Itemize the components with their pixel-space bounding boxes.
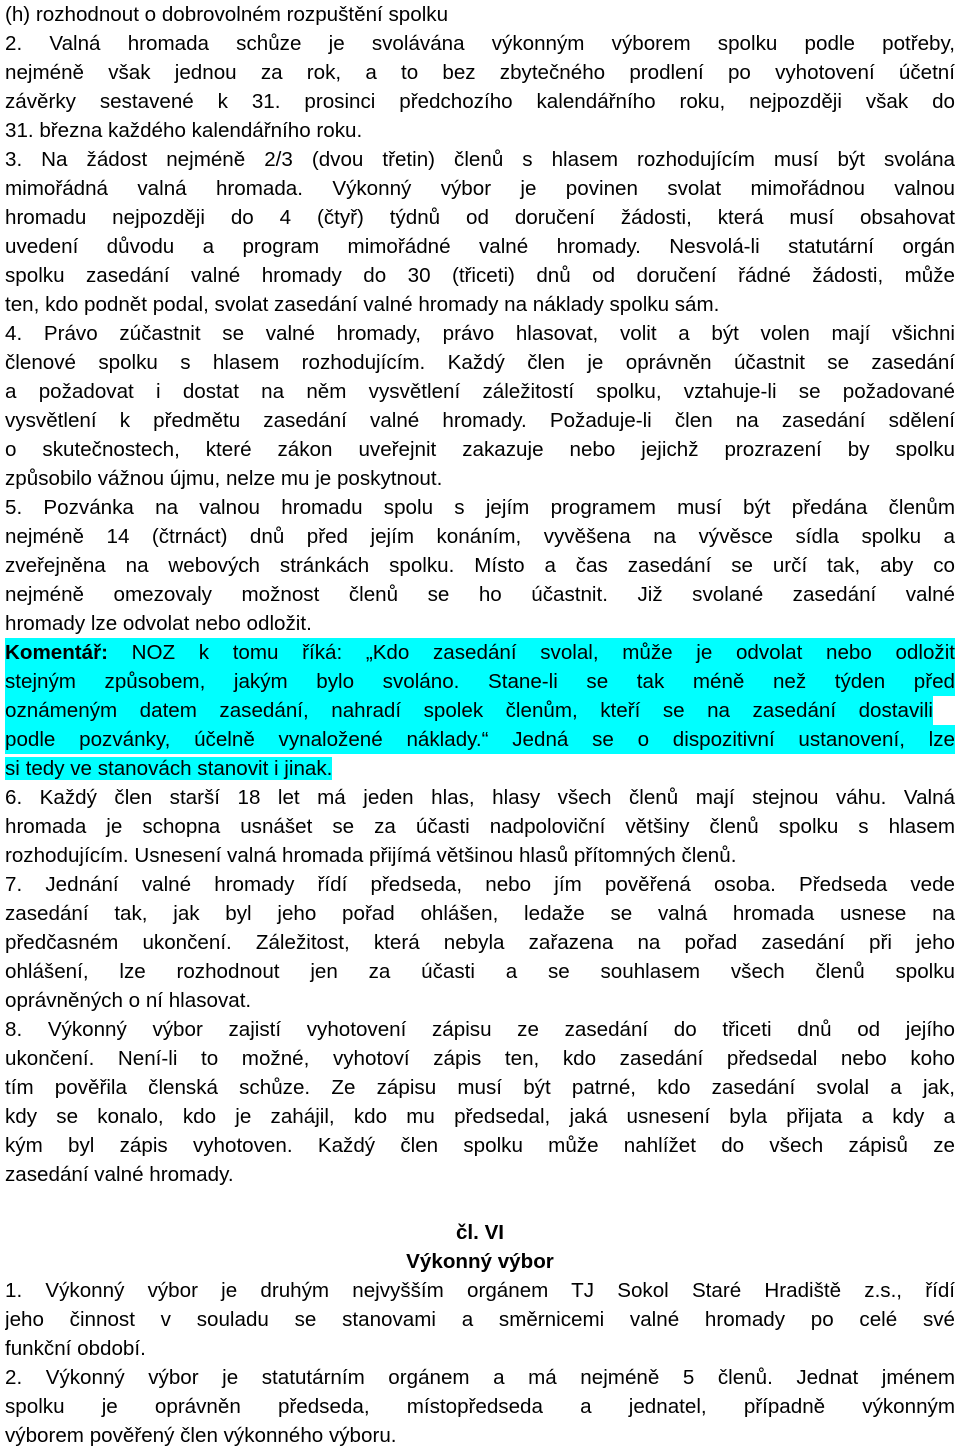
text-line: zasedání tak, jak byl jeho pořad ohlášen, ledaže se valná hromada usnese na: [5, 902, 955, 925]
text-line: kým byl zápis vyhotoven. Každý člen spolku může nahlížet do všech zápisů ze: [5, 1134, 955, 1157]
comment-line: stejným způsobem, jakým bylo svoláno. Stane-li se tak méně než týden před: [5, 667, 955, 696]
text-line: nejméně 14 (čtrnáct) dnů před jejím konáním, vyvěšena na vývěsce sídla spolku a: [5, 525, 955, 548]
text-line: způsobilo vážnou újmu, nelze mu je poskytnout.: [5, 467, 443, 490]
text-line: o skutečnostech, které zákon uveřejnit zakazuje nebo jejichž prozrazení by spolku: [5, 438, 955, 461]
text-line: hromada je schopna usnášet se za účasti nadpoloviční většiny členů spolku s hlasem: [5, 815, 955, 838]
text-line: zveřejněna na webových stránkách spolku. Místo a čas zasedání se určí tak, aby co: [5, 554, 955, 577]
text-line: 3. Na žádost nejméně 2/3 (dvou třetin) členů s hlasem rozhodujícím musí být svolána: [5, 148, 955, 171]
text-line: zasedání valné hromady.: [5, 1163, 234, 1186]
bottom-paragraphs: [5, 1276, 955, 1450]
text-line: rozhodujícím. Usnesení valná hromada přijímá většinou hlasů přítomných členů.: [5, 844, 737, 867]
text-line: spolku je oprávněn předseda, místopředseda a jednatel, případně výkonným: [5, 1395, 955, 1418]
comment-line: podle pozvánky, účelně vynaložené náklady.“ Jedná se o dispozitivní ustanovení, lze: [5, 725, 955, 754]
section-number: čl. VI: [455, 1221, 505, 1244]
text-line: hromadu nejpozději do 4 (čtyř) týdnů od doručení žádosti, která musí obsahovat: [5, 206, 955, 229]
document-page: [5, 0, 955, 1450]
text-line: předčasném ukončení. Záležitost, která nebyla zařazena na pořad zasedání při jeho: [5, 931, 955, 954]
text-line: nejméně však jednou za rok, a to bez zbytečného prodlení po vyhotovení účetní: [5, 61, 955, 84]
comment-text: NOZ k tomu říká: „Kdo zasedání svolal, může je odvolat nebo odložit: [107, 641, 955, 664]
text-line: ukončení. Není-li to možné, vyhotoví zápis ten, kdo zasedání předsedal nebo koho: [5, 1047, 955, 1070]
comment-line: oznámeným datem zasedání, nahradí spolek členům, kteří se na zasedání dostavili: [5, 696, 933, 725]
comment-line: [5, 754, 955, 783]
text-line: jeho činnost v souladu se stanovami a směrnicemi valné hromady po celé své: [5, 1308, 955, 1331]
highlighted-comment: [5, 638, 955, 783]
text-line: 7. Jednání valné hromady řídí předseda, nebo jím pověřená osoba. Předseda vede: [5, 873, 955, 896]
text-line: ohlášení, lze rozhodnout jen za účasti a se souhlasem všech členů spolku: [5, 960, 955, 983]
text-line: (h) rozhodnout o dobrovolném rozpuštění spolku: [5, 3, 449, 26]
text-line: závěrky sestavené k 31. prosinci předchozího kalendářního roku, nejpozději však do: [5, 90, 955, 113]
text-line: výborem pověřený člen výkonného výboru.: [5, 1424, 397, 1447]
text-line: funkční období.: [5, 1337, 146, 1360]
comment-line: [5, 638, 955, 667]
text-line: tím pověřila členská schůze. Ze zápisu musí být patrné, kdo zasedání svolal a jak,: [5, 1076, 955, 1099]
text-line: a požadovat i dostat na něm vysvětlení záležitostí spolku, vztahuje-li se požadované: [5, 380, 955, 403]
text-line: kdy se konalo, kdo je zahájil, kdo mu předsedal, jaká usnesení byla přijata a kdy a: [5, 1105, 955, 1128]
comment-label: Komentář:: [5, 641, 108, 664]
spacer: [5, 1189, 955, 1218]
text-line: vysvětlení k předmětu zasedání valné hromady. Požaduje-li člen na zasedání sdělení: [5, 409, 955, 432]
text-line: spolku zasedání valné hromady do 30 (třiceti) dnů od doručení řádné žádosti, může: [5, 264, 955, 287]
text-line: uvedení důvodu a program mimořádné valné hromady. Nesvolá-li statutární orgán: [5, 235, 955, 258]
text-line: hromady lze odvolat nebo odložit.: [5, 612, 312, 635]
mid-paragraphs: [5, 783, 955, 1189]
text-line: členové spolku s hlasem rozhodujícím. Každý člen je oprávněn účastnit se zasedání: [5, 351, 955, 374]
text-line: 2. Valná hromada schůze je svolávána výkonným výborem spolku podle potřeby,: [5, 32, 955, 55]
text-line: nejméně omezovaly možnost členů se ho účastnit. Již svolané zasedání valné: [5, 583, 955, 606]
text-line: oprávněných o ní hlasovat.: [5, 989, 252, 1012]
comment-text: si tedy ve stanovách stanovit i jinak.: [5, 757, 333, 780]
text-line: 4. Právo zúčastnit se valné hromady, právo hlasovat, volit a být volen mají všichni: [5, 322, 955, 345]
text-line: 31. března každého kalendářního roku.: [5, 119, 363, 142]
section-title: Výkonný výbor: [406, 1250, 554, 1273]
top-paragraphs: [5, 0, 955, 638]
text-line: 6. Každý člen starší 18 let má jeden hlas, hlasy všech členů mají stejnou váhu. Valná: [5, 786, 955, 809]
text-line: 8. Výkonný výbor zajistí vyhotovení zápisu ze zasedání do třiceti dnů od jejího: [5, 1018, 955, 1041]
text-line: 1. Výkonný výbor je druhým nejvyšším orgánem TJ Sokol Staré Hradiště z.s., řídí: [5, 1279, 955, 1302]
text-line: ten, kdo podnět podal, svolat zasedání valné hromady na náklady spolku sám.: [5, 293, 720, 316]
text-line: 2. Výkonný výbor je statutárním orgánem a má nejméně 5 členů. Jednat jménem: [5, 1366, 955, 1389]
text-line: 5. Pozvánka na valnou hromadu spolu s jejím programem musí být předána členům: [5, 496, 955, 519]
text-line: mimořádná valná hromada. Výkonný výbor je povinen svolat mimořádnou valnou: [5, 177, 955, 200]
